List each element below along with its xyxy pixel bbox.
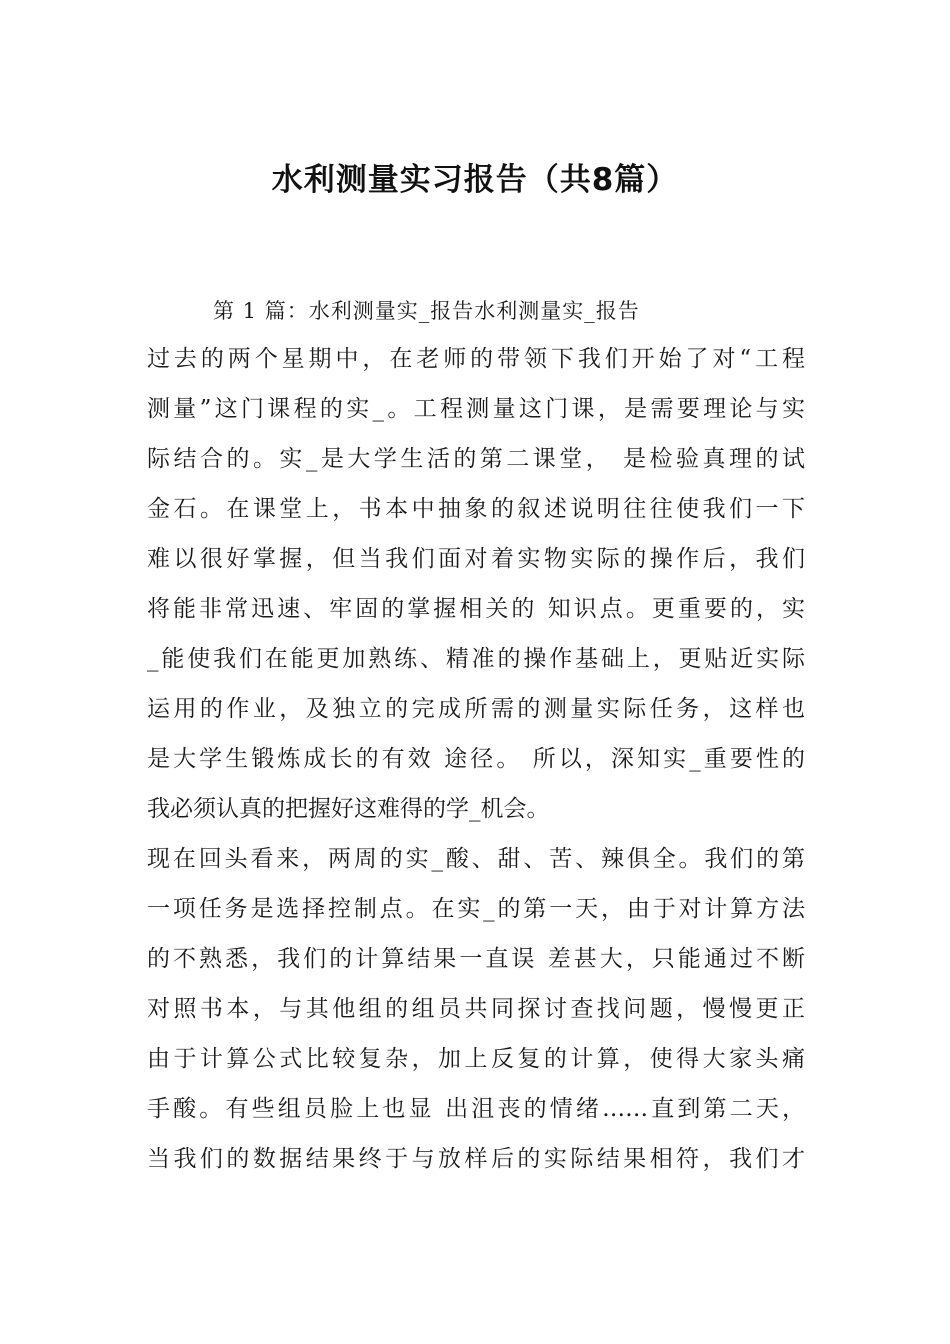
- body-line: 手酸。有些组员脸上也显 出沮丧的情绪……直到第二天，: [147, 1096, 805, 1122]
- body-line: 的不熟悉，我们的计算结果一直误 差甚大，只能通过不断: [147, 946, 805, 972]
- body-line: 过去的两个星期中，在老师的带领下我们开始了对“工程: [147, 346, 805, 372]
- body-line: 对照书本，与其他组的组员共同探讨查找问题，慢慢更正: [147, 996, 805, 1022]
- body-line: 金石。在课堂上，书本中抽象的叙述说明往往使我们一下: [147, 496, 805, 522]
- body-line: 当我们的数据结果终于与放样后的实际结果相符，我们才: [147, 1146, 805, 1172]
- body-line: 难以很好掌握，但当我们面对着实物实际的操作后，我们: [147, 546, 805, 572]
- body-line: 将能非常迅速、牢固的掌握相关的 知识点。更重要的，实: [147, 596, 805, 622]
- body-line: 测量”这门课程的实_。工程测量这门课，是需要理论与实: [147, 396, 805, 422]
- body-line: 是大学生锻炼成长的有效 途径。 所以，深知实_重要性的: [147, 746, 805, 772]
- section-heading: 第 1 篇：水利测量实_报告水利测量实_报告: [213, 299, 640, 323]
- document-title: 水利测量实习报告（共8篇）: [271, 162, 679, 198]
- body-line: _能使我们在能更加熟练、精准的操作基础上，更贴近实际: [147, 646, 805, 672]
- body-line: 现在回头看来，两周的实_酸、甜、苦、辣俱全。我们的第: [147, 846, 805, 872]
- body-line: 一项任务是选择控制点。在实_的第一天，由于对计算方法: [147, 896, 805, 922]
- body-line: 我必须认真的把握好这难得的学_机会。: [147, 796, 550, 822]
- body-line: 际结合的。实_是大学生活的第二课堂， 是检验真理的试: [147, 446, 805, 472]
- body-line: 由于计算公式比较复杂，加上反复的计算，使得大家头痛: [147, 1046, 805, 1072]
- body-line: 运用的作业，及独立的完成所需的测量实际任务，这样也: [147, 696, 805, 722]
